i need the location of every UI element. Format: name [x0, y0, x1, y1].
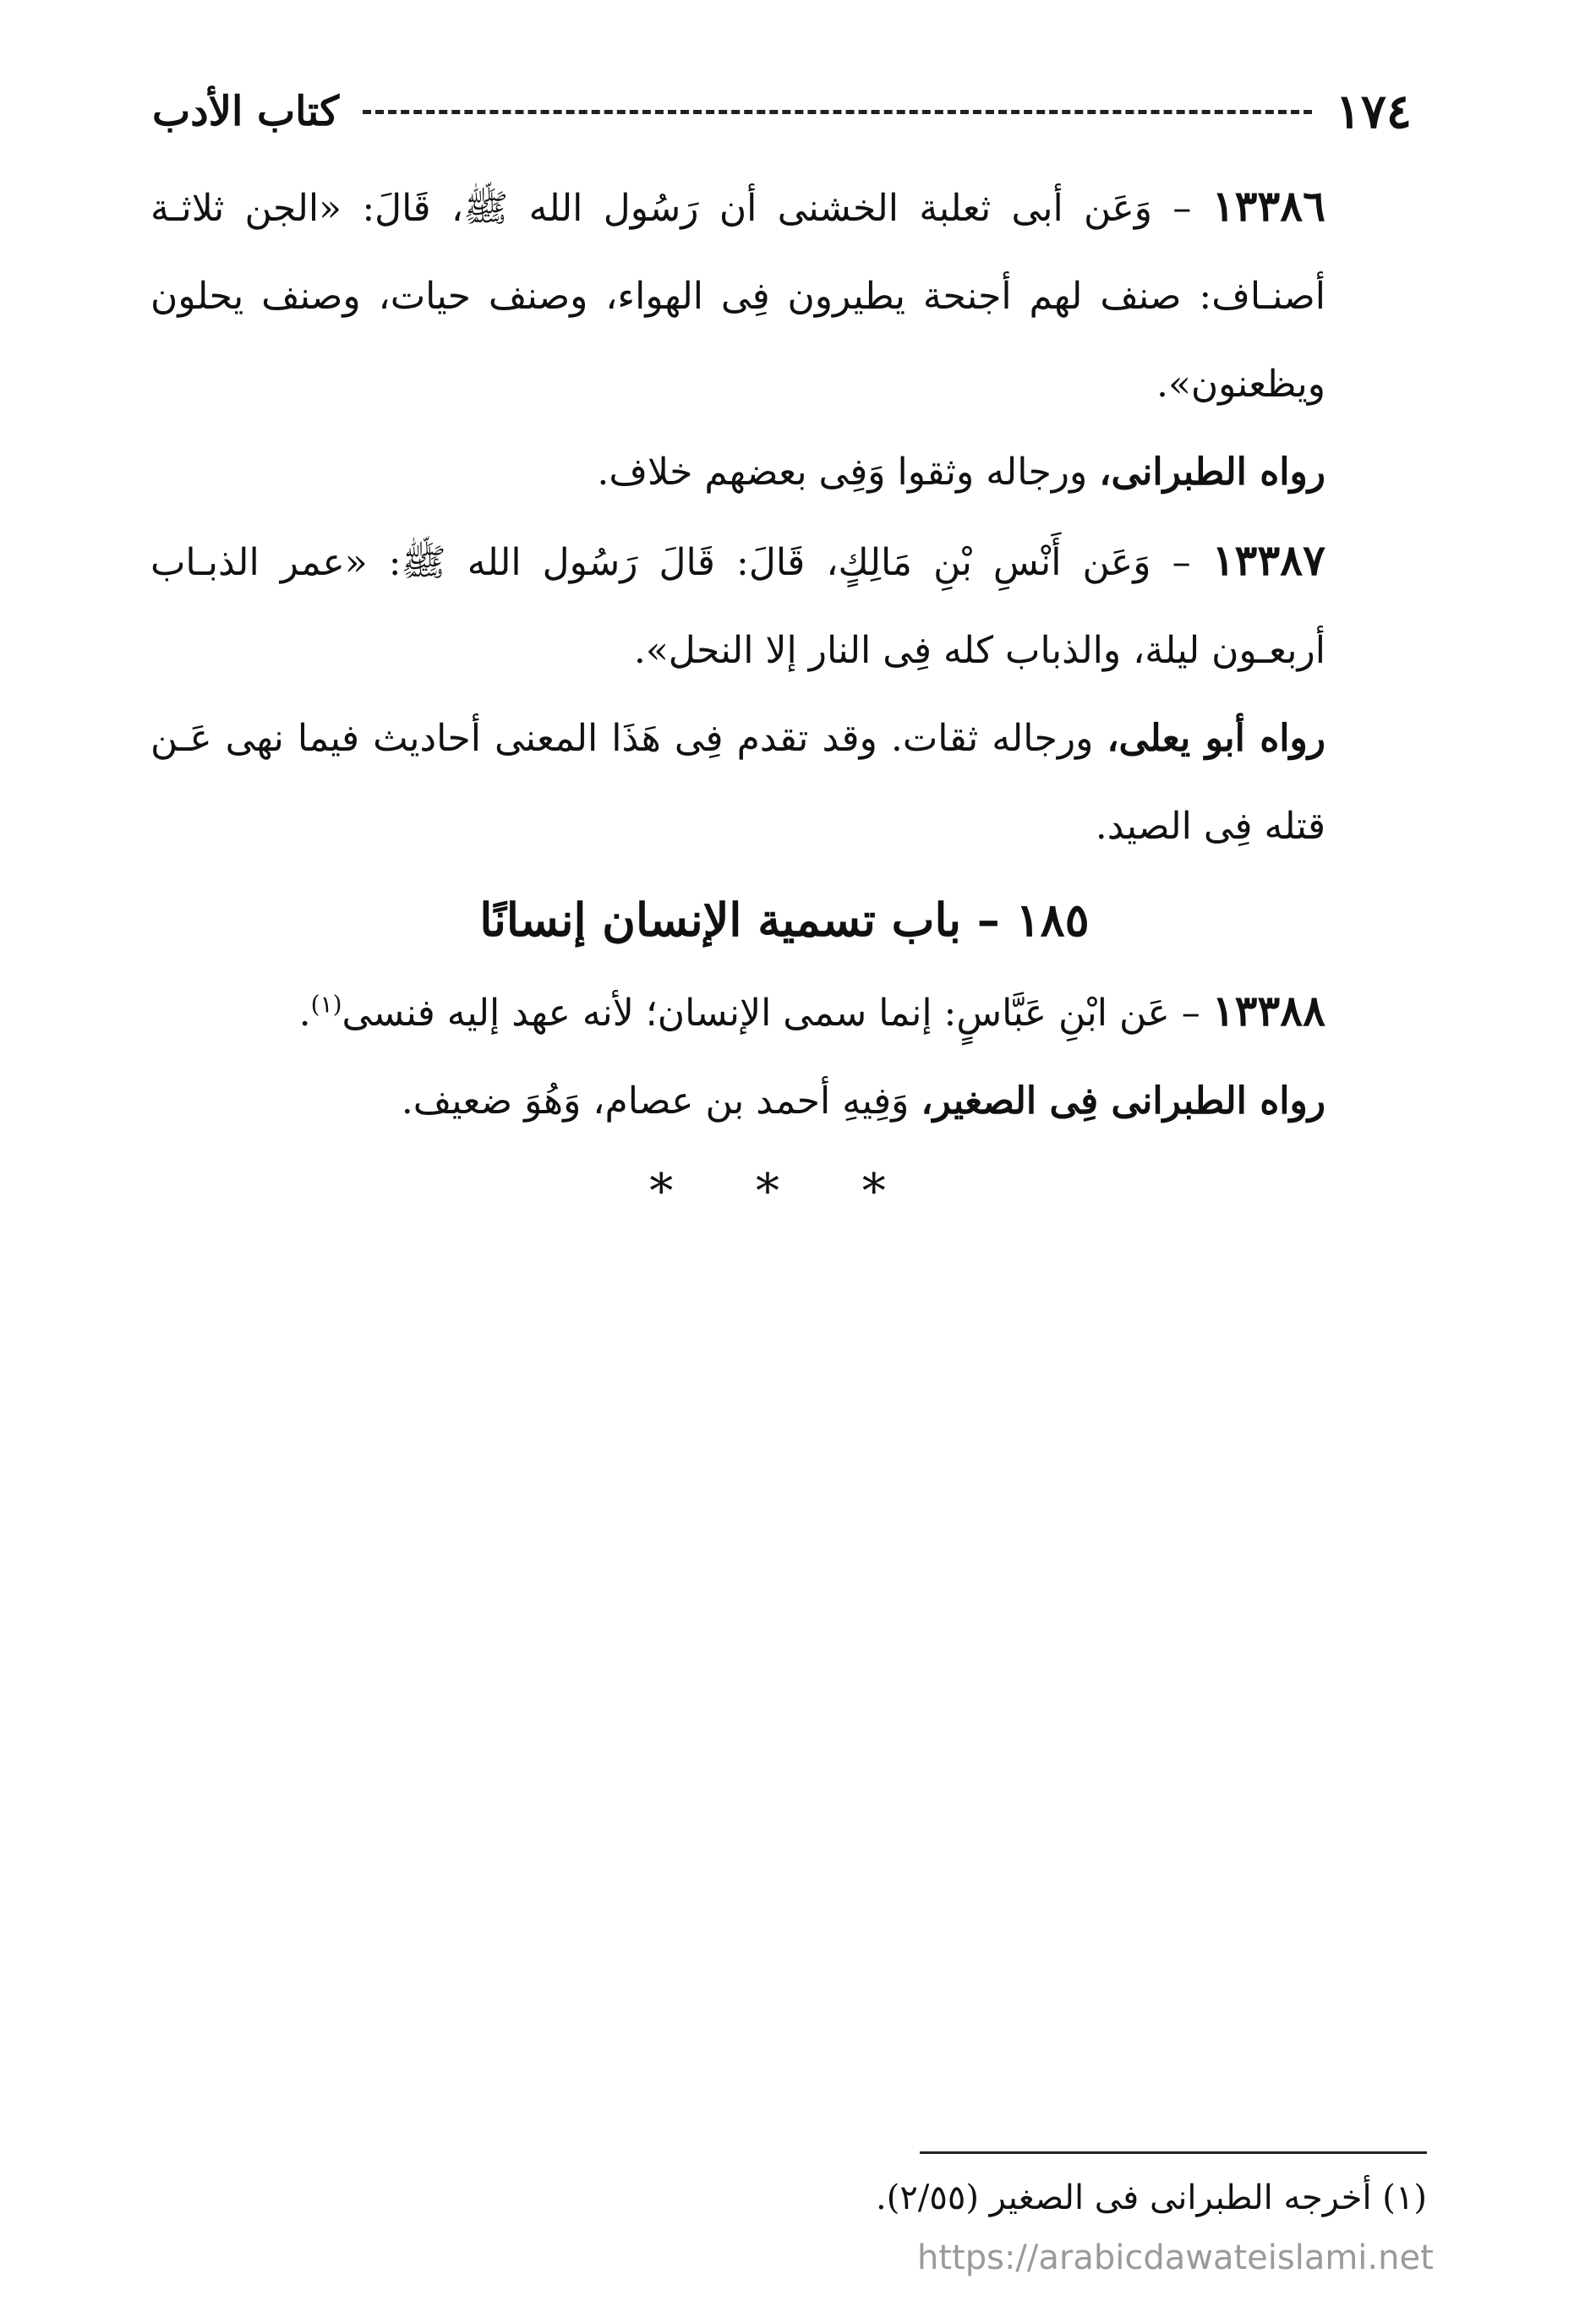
- hadith-number: ١٣٣٨٦: [1211, 181, 1325, 231]
- header-dashed-rule: [363, 110, 1312, 114]
- page-number: ١٧٤: [1335, 84, 1412, 139]
- book-title: كتاب الأدب: [152, 88, 340, 135]
- hadith-text: – عَن ابْنِ عَبَّاسٍ: إنما سمى الإنسان؛ لأنه عهد إليه فنسى: [342, 992, 1200, 1035]
- hadith-number: ١٣٣٨٨: [1211, 986, 1325, 1036]
- hadith-text: – وَعَن أَنْسِ بْنِ مَالِكٍ، قَالَ: قَالَ رَسُول الله ﷺ: «عمر الذبـاب أربعـون ليلة، والذباب كله فِى النار إلا النحل».: [150, 541, 1325, 672]
- hadith-entry-13387: [150, 517, 1418, 695]
- footnote: (١) أخرجه الطبرانى فى الصغير (٢/٥٥).: [876, 2178, 1427, 2217]
- watermark-url: https://arabicdawateislami.net: [917, 2238, 1434, 2277]
- footnote-rule: [920, 2151, 1427, 2154]
- hadith-entry-13388: [150, 967, 1418, 1058]
- source-name: رواه أبو يعلى،: [1107, 717, 1325, 760]
- running-header: [152, 78, 1412, 145]
- hadith-entry-13386: [150, 162, 1418, 429]
- source-note-text: ورجاله وثقوا وَفِى بعضهم خلاف.: [597, 451, 1100, 494]
- source-name: رواه الطبرانى فِى الصغير،: [921, 1079, 1325, 1123]
- footnote-marker[interactable]: (١): [310, 990, 342, 1019]
- section-heading: ١٨٥ – باب تسمية الإنسان إنسانًا: [479, 893, 1090, 947]
- hadith-source-note: [150, 429, 1418, 517]
- hadith-number: ١٣٣٨٧: [1211, 535, 1325, 585]
- source-name: رواه الطبرانى،: [1099, 451, 1325, 494]
- main-text: [150, 162, 1418, 1238]
- hadith-source-note: [150, 695, 1418, 871]
- asterisk-separator: * * *: [649, 1164, 920, 1219]
- source-note-text: ورجاله ثقات. وقد تقدم فِى هَذَا المعنى أحاديث فيما نهى عَـن قتله فِى الصيد.: [150, 717, 1325, 848]
- hadith-text: – وَعَن أبى ثعلبة الخشنى أن رَسُول الله ﷺ، قَالَ: «الجن ثلاثـة أصنـاف: صنف لهم أجنحة يطيرون فِى الهواء، وصنف حيات، وصنف يحلون ويظعنون».: [150, 187, 1325, 406]
- source-note-text: وَفِيهِ أحمد بن عصام، وَهُوَ ضعيف.: [401, 1079, 921, 1123]
- hadith-source-note: [150, 1058, 1418, 1145]
- hadith-text-end: .: [298, 992, 311, 1035]
